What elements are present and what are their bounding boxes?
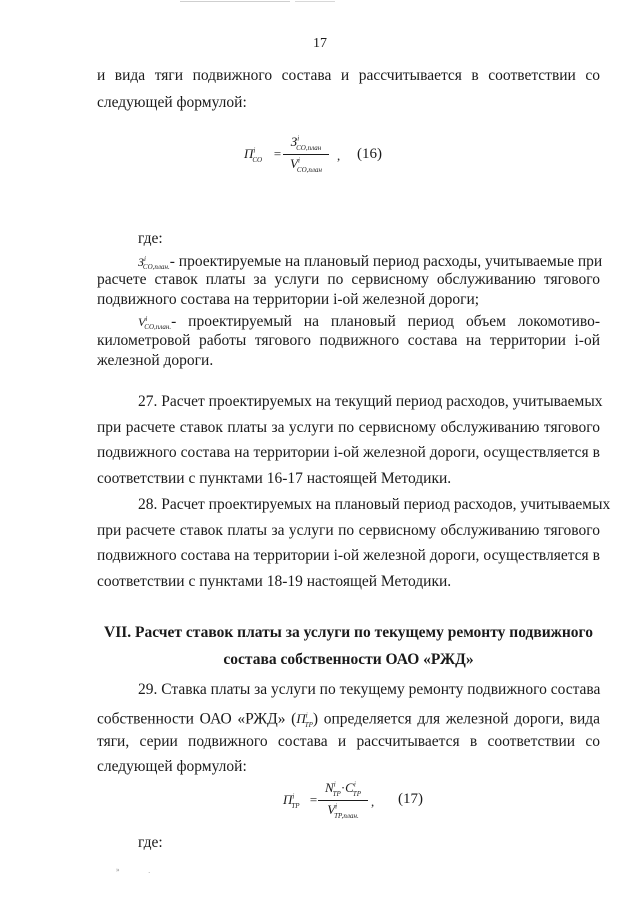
paragraph-line: соответствии с пунктами 16-17 настоящей Методики. (97, 470, 452, 487)
definition-line: расчете ставок платы за услуги по сервисному обслуживанию тягового (97, 271, 600, 288)
paragraph-line: при расчете ставок платы за услуги по сервисному обслуживанию тягового (97, 522, 600, 539)
scan-speck: · (148, 869, 151, 877)
scan-edge-line (180, 1, 290, 2)
section-heading: состава собственности ОАО «РЖД» (223, 651, 474, 668)
fraction-bar (318, 800, 368, 801)
definition-line: $V^i_{СО,план.}-$ проектируемый на плановый период объем локомотиво- (138, 313, 600, 332)
fraction (283, 134, 329, 176)
fraction-numerator: $З^i_{СО,план}$ (290, 134, 322, 152)
paragraph-line: следующей формулой: (97, 758, 247, 775)
formula-comma: , (371, 794, 375, 809)
paragraph-line: 28. Расчет проектируемых на плановый период расходов, учитываемых (138, 496, 611, 513)
formula-comma: , (337, 148, 341, 163)
where-label: где: (138, 230, 163, 247)
paragraph-line: при расчете ставок платы за услуги по сервисному обслуживанию тягового (97, 419, 600, 436)
equation-number: (16) (357, 146, 382, 162)
definition-line: $З^i_{СО,план.}-$ проектируемые на плановый период расходы, учитываемые при (138, 253, 603, 272)
paragraph-line: и вида тяги подвижного состава и рассчитывается в соответствии со (97, 67, 600, 84)
paragraph-line: тяги, серии подвижного состава и рассчитывается в соответствии со (97, 733, 600, 750)
equals-sign: = (309, 792, 318, 807)
paragraph-line: 27. Расчет проектируемых на текущий период расходов, учитываемых (138, 393, 603, 410)
definition-line: железной дороги. (97, 352, 214, 369)
fraction-bar (283, 154, 329, 155)
symbol-z-plan: $З^i_{СО,план.}$ (138, 255, 170, 272)
page-number: 17 (313, 36, 327, 51)
paragraph-line: следующей формулой: (97, 94, 247, 111)
symbol-v-plan: $V^i_{СО,план.}$ (138, 315, 172, 332)
equals-sign: = (273, 146, 282, 161)
fraction-denominator: $V^i_{СО,план}$ (290, 156, 322, 174)
symbol-p-tr: $П^i_{ТР}$ (296, 711, 313, 729)
fraction-numerator: $N^i_{ТР}\cdot C^i_{ТР}$ (325, 780, 361, 798)
scan-speck: » (116, 866, 120, 874)
formula-lhs: $П^i_{ТР}$ (283, 792, 300, 810)
where-label: где: (138, 834, 163, 851)
paragraph-line: 29. Ставка платы за услуги по текущему ремонту подвижного состава (138, 681, 601, 698)
definition-line: километровой работы тягового подвижного состава на территории i-ой (97, 332, 600, 349)
paragraph-line: собственности ОАО «РЖД» $(П^i_{ТР})$ определяется для железной дороги, вида (97, 710, 601, 729)
equation-number: (17) (398, 791, 423, 807)
scan-edge-line (295, 1, 335, 2)
paragraph-line: соответствии с пунктами 18-19 настоящей Методики. (97, 573, 452, 590)
fraction (318, 780, 368, 822)
paragraph-line: подвижного состава на территории i-ой железной дороги, осуществляется в (97, 444, 600, 461)
paragraph-line: подвижного состава на территории i-ой железной дороги, осуществляется в (97, 547, 600, 564)
fraction-denominator: $V^i_{ТР,план.}$ (327, 802, 359, 820)
definition-line: подвижного состава на территории i-ой железной дороги; (97, 291, 480, 308)
formula-lhs: $П^i_{СО}$ (244, 146, 263, 164)
section-heading: VII. Расчет ставок платы за услуги по текущему ремонту подвижного (104, 624, 593, 641)
